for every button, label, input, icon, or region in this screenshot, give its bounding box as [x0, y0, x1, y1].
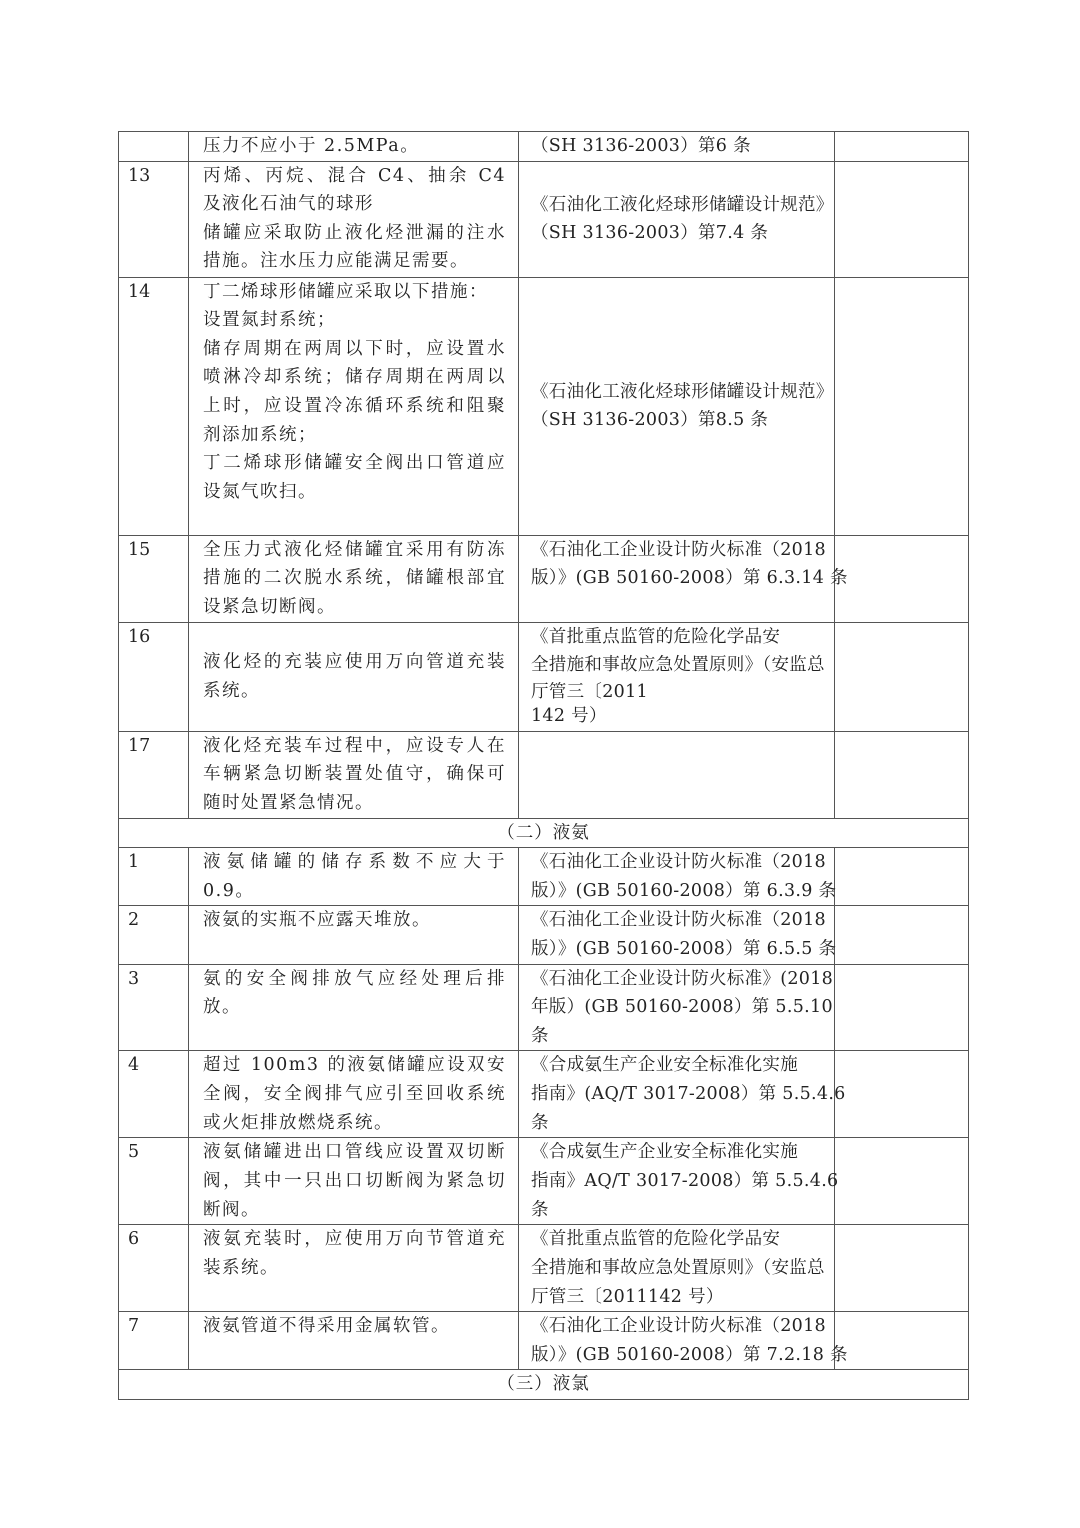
basis-text: 版）》(GB 50160-2008）第 6.3.9 条 [531, 880, 837, 901]
requirement-cell [189, 1051, 519, 1138]
item-number [119, 132, 189, 162]
requirement-text: 压力不应小于 2.5MPa。 [203, 136, 420, 156]
basis-text: 《合成氨生产企业安全标准化实施 [531, 1055, 798, 1076]
section-heading: （三）液氯 [119, 1370, 969, 1400]
basis-text: 《合成氨生产企业安全标准化实施 [531, 1142, 798, 1163]
requirement-text: 设置氮封系统； [203, 310, 336, 331]
table-row [119, 906, 969, 964]
basis-text: 《首批重点监管的危险化学品安 [531, 626, 781, 647]
table-row [119, 535, 969, 622]
basis-text: （SH 3136-2003）第7.4 条 [531, 223, 769, 244]
requirement-cell [189, 622, 519, 731]
regulation-table [118, 131, 969, 1400]
basis-cell [519, 132, 835, 162]
basis-cell [519, 906, 835, 964]
item-number: 5 [119, 1138, 189, 1225]
basis-text: 《石油化工企业设计防火标准（2018 [531, 539, 826, 560]
basis-cell [519, 535, 848, 622]
requirement-cell [189, 731, 519, 818]
table-row [119, 132, 969, 162]
remark-cell [835, 161, 969, 277]
basis-text: 全措施和事故应急处置原则》（安监总 [531, 1257, 825, 1278]
section-row [119, 1370, 969, 1400]
remark-cell [835, 848, 969, 906]
basis-text: 《石油化工企业设计防火标准（2018 [531, 1316, 826, 1337]
basis-text: 厅管三〔2011142 号） [531, 1286, 724, 1307]
requirement-cell [189, 535, 519, 622]
requirement-text: 液化烃充装车过程中，应设专人在车辆紧急切断装置处值守，确保可随时处置紧急情况。 [203, 735, 506, 813]
requirement-text: 液氨储罐的储存系数不应大于 0.9。 [203, 852, 506, 901]
basis-text: 条 [531, 1112, 549, 1133]
requirement-text: 丁二烯球形储罐应采取以下措施： [203, 281, 488, 302]
requirement-text: 储存周期在两周以下时，应设置水喷淋冷却系统；储存周期在两周以上时，应设置冷冻循环系统和阻聚剂添加系统； [203, 338, 506, 445]
basis-cell [519, 848, 835, 906]
requirement-cell [189, 161, 519, 277]
basis-text: 《石油化工液化烃球形储罐设计规范》 [531, 194, 834, 215]
remark-cell [835, 1312, 969, 1370]
basis-text: 条 [531, 1025, 549, 1046]
requirement-text: 液化烃的充装应使用万向管道充装系统。 [203, 652, 506, 701]
requirement-text: 液氨管道不得采用金属软管。 [203, 1316, 450, 1337]
table-row [119, 161, 969, 277]
basis-text: 指南》(AQ/T 3017-2008）第 5.5.4.6 [531, 1083, 846, 1104]
basis-text: 条 [531, 1199, 549, 1220]
basis-text: 版）》(GB 50160-2008）第 6.5.5 条 [531, 938, 837, 959]
basis-text: 版）》(GB 50160-2008）第 6.3.14 条 [531, 568, 848, 589]
basis-text: 厅管三〔2011 [531, 681, 648, 702]
item-number: 3 [119, 964, 189, 1051]
table-row [119, 622, 969, 731]
requirement-cell [189, 132, 519, 162]
basis-text: 版）》(GB 50160-2008）第 7.2.18 条 [531, 1344, 848, 1365]
requirement-cell [189, 277, 519, 535]
remark-cell [835, 1138, 969, 1225]
basis-text: （SH 3136-2003）第6 条 [531, 136, 751, 156]
basis-text: 142 号） [531, 705, 607, 726]
requirement-text: 液氨储罐进出口管线应设置双切断阀，其中一只出口切断阀为紧急切断阀。 [203, 1142, 506, 1220]
section-heading: （二）液氨 [119, 818, 969, 848]
basis-text: 《石油化工企业设计防火标准（2018 [531, 852, 826, 873]
requirement-text: 超过 100m3 的液氨储罐应设双安全阀，安全阀排气应引至回收系统或火炬排放燃烧系统。 [203, 1055, 506, 1133]
basis-text: 《石油化工液化烃球形储罐设计规范》 [531, 381, 834, 402]
remark-cell [835, 535, 969, 622]
basis-cell [519, 277, 835, 535]
remark-cell [835, 731, 969, 818]
section-row [119, 818, 969, 848]
requirement-cell [189, 1225, 519, 1312]
table-row [119, 848, 969, 906]
basis-text: 指南》AQ/T 3017-2008）第 5.5.4.6 [531, 1170, 839, 1191]
table-row [119, 964, 969, 1051]
basis-cell [519, 622, 835, 731]
item-number: 1 [119, 848, 189, 906]
requirement-text: 液氨充装时，应使用万向节管道充装系统。 [203, 1229, 506, 1278]
basis-text: 年版）(GB 50160-2008）第 5.5.10 [531, 997, 833, 1018]
basis-text: （SH 3136-2003）第8.5 条 [531, 410, 769, 431]
item-number: 2 [119, 906, 189, 964]
item-number: 14 [119, 277, 189, 535]
basis-cell [519, 1312, 848, 1370]
requirement-text: 氨的安全阀排放气应经处理后排放。 [203, 968, 506, 1018]
basis-text: 《石油化工企业设计防火标准》(2018 [531, 968, 834, 989]
basis-cell [519, 1051, 846, 1138]
requirement-text: 液氨的实瓶不应露天堆放。 [203, 910, 431, 931]
basis-cell [519, 964, 835, 1051]
basis-cell [519, 1138, 839, 1225]
basis-cell [519, 161, 835, 277]
item-number: 4 [119, 1051, 189, 1138]
table-row [119, 1138, 969, 1225]
requirement-cell [189, 848, 519, 906]
table-row [119, 1312, 969, 1370]
remark-cell [835, 277, 969, 535]
table-row [119, 1051, 969, 1138]
requirement-text: 丙烯、丙烷、混合 C4、抽余 C4 及液化石油气的球形 [203, 165, 506, 215]
basis-text: 全措施和事故应急处置原则》（安监总 [531, 655, 825, 676]
basis-text: 《石油化工企业设计防火标准（2018 [531, 910, 826, 931]
requirement-text: 储罐应采取防止液化烃泄漏的注水措施。注水压力应能满足需要。 [203, 222, 506, 272]
item-number: 17 [119, 731, 189, 818]
item-number: 16 [119, 622, 189, 731]
basis-cell [519, 1225, 835, 1312]
table-row [119, 1225, 969, 1312]
remark-cell [835, 622, 969, 731]
requirement-text: 丁二烯球形储罐安全阀出口管道应设氮气吹扫。 [203, 453, 506, 502]
remark-cell [835, 1225, 969, 1312]
item-number: 6 [119, 1225, 189, 1312]
basis-cell [519, 731, 835, 818]
table-row [119, 277, 969, 535]
table-row [119, 731, 969, 818]
basis-text: 《首批重点监管的危险化学品安 [531, 1229, 781, 1250]
item-number: 15 [119, 535, 189, 622]
remark-cell [835, 906, 969, 964]
item-number: 7 [119, 1312, 189, 1370]
requirement-cell [189, 1138, 519, 1225]
item-number: 13 [119, 161, 189, 277]
requirement-cell [189, 964, 519, 1051]
remark-cell [835, 132, 969, 162]
requirement-text: 全压力式液化烃储罐宜采用有防冻措施的二次脱水系统，储罐根部宜设紧急切断阀。 [203, 539, 506, 617]
requirement-cell [189, 1312, 519, 1370]
remark-cell [835, 964, 969, 1051]
remark-cell [835, 1051, 969, 1138]
requirement-cell [189, 906, 519, 964]
